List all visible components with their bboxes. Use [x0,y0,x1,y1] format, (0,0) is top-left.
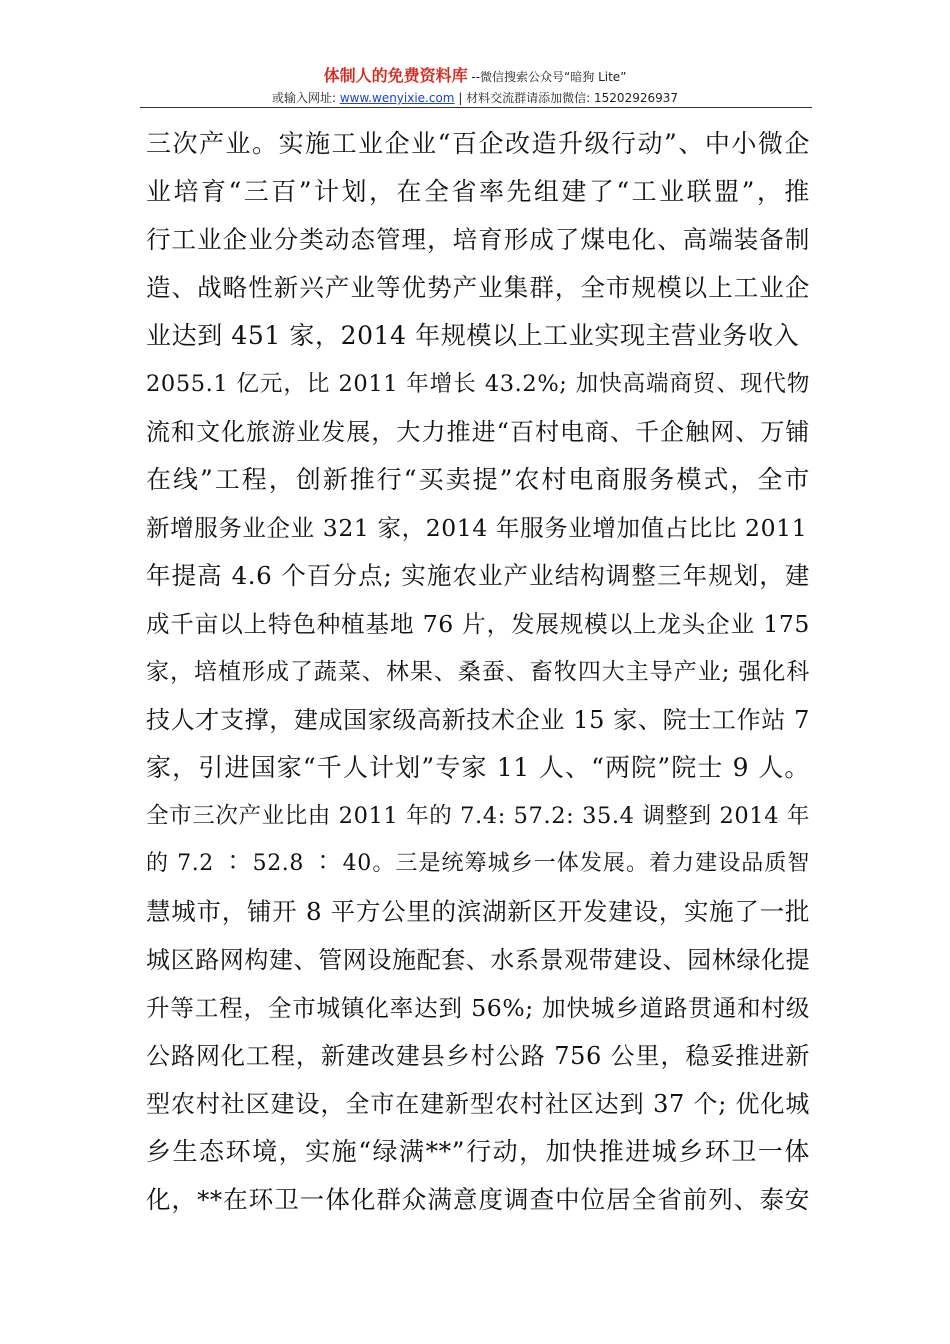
text-line: 在线”工程，创新推行“买卖提”农村电商服务模式，全市 [146,465,810,494]
header-divider [140,107,812,108]
text-line: 城区路网构建、管网设施配套、水系景观带建设、园林绿化提 [146,946,811,974]
text-line: 乡生态环境，实施“绿满**”行动，加快推进城乡环卫一体 [146,1137,810,1166]
text-line: 的 7.2 ∶ 52.8 ∶ 40。三是统筹城乡一体发展。着力建设品质智 [146,851,810,876]
text-line: 造、战略性新兴产业等优势产业集群，全市规模以上工业企 [146,273,810,302]
text-line: 化，**在环卫一体化群众满意度调查中位居全省前列、泰安 [146,1185,810,1214]
header-title: 体制人的免费资料库 [323,66,468,85]
header-contact [0,90,950,106]
text-line: 升等工程，全市城镇化率达到 56%; 加快城乡道路贯通和村级 [146,994,810,1022]
text-line: 流和文化旅游业发展，大力推进“百村电商、千企触网、万铺 [146,418,810,446]
text-line: 业培育“三百”计划，在全省率先组建了“工业联盟”，推 [146,177,810,206]
text-line: 行工业企业分类动态管理，培育形成了煤电化、高端装备制 [146,225,810,254]
text-line: 技人才支撑，建成国家级高新技术企业 15 家、院士工作站 7 [146,706,810,734]
text-line: 公路网化工程，新建改建县乡村公路 756 公里，稳妥推进新 [146,1042,810,1070]
url-prefix: 或输入网址: [271,91,340,105]
contact-info: | 材料交流群请添加微信: 15202926937 [454,91,679,105]
text-line: 成千亩以上特色种植基地 76 片，发展规模以上龙头企业 175 [146,610,810,638]
header-banner [0,66,950,87]
text-line: 家，培植形成了蔬菜、林果、桑蚕、畜牧四大主导产业; 强化科 [146,659,810,685]
page-header [0,66,950,106]
text-line: 三次产业。实施工业企业“百企改造升级行动”、中小微企 [146,129,810,158]
text-line: 全市三次产业比由 2011 年的 7.4: 57.2: 35.4 调整到 2014 年 [146,803,810,829]
text-line: 新增服务业企业 321 家，2014 年服务业增加值占比比 2011 [146,514,808,542]
document-body [146,120,810,1224]
text-line: 业达到 451 家，2014 年规模以上工业实现主营业务收入 [146,321,800,350]
text-line: 型农村社区建设，全市在建新型农村社区达到 37 个; 优化城 [146,1090,810,1118]
text-line: 家，引进国家“千人计划”专家 11 人、“两院”院士 9 人。 [146,753,810,782]
website-link[interactable]: www.wenyixie.com [339,91,455,105]
text-line: 2055.1 亿元，比 2011 年增长 43.2%; 加快高端商贸、现代物 [146,371,810,397]
header-subtitle: --微信搜索公众号“暗狗 Lite” [467,70,627,84]
text-line: 年提高 4.6 个百分点; 实施农业产业结构调整三年规划，建 [146,561,810,590]
text-line: 慧城市，铺开 8 平方公里的滨湖新区开发建设，实施了一批 [146,897,810,926]
